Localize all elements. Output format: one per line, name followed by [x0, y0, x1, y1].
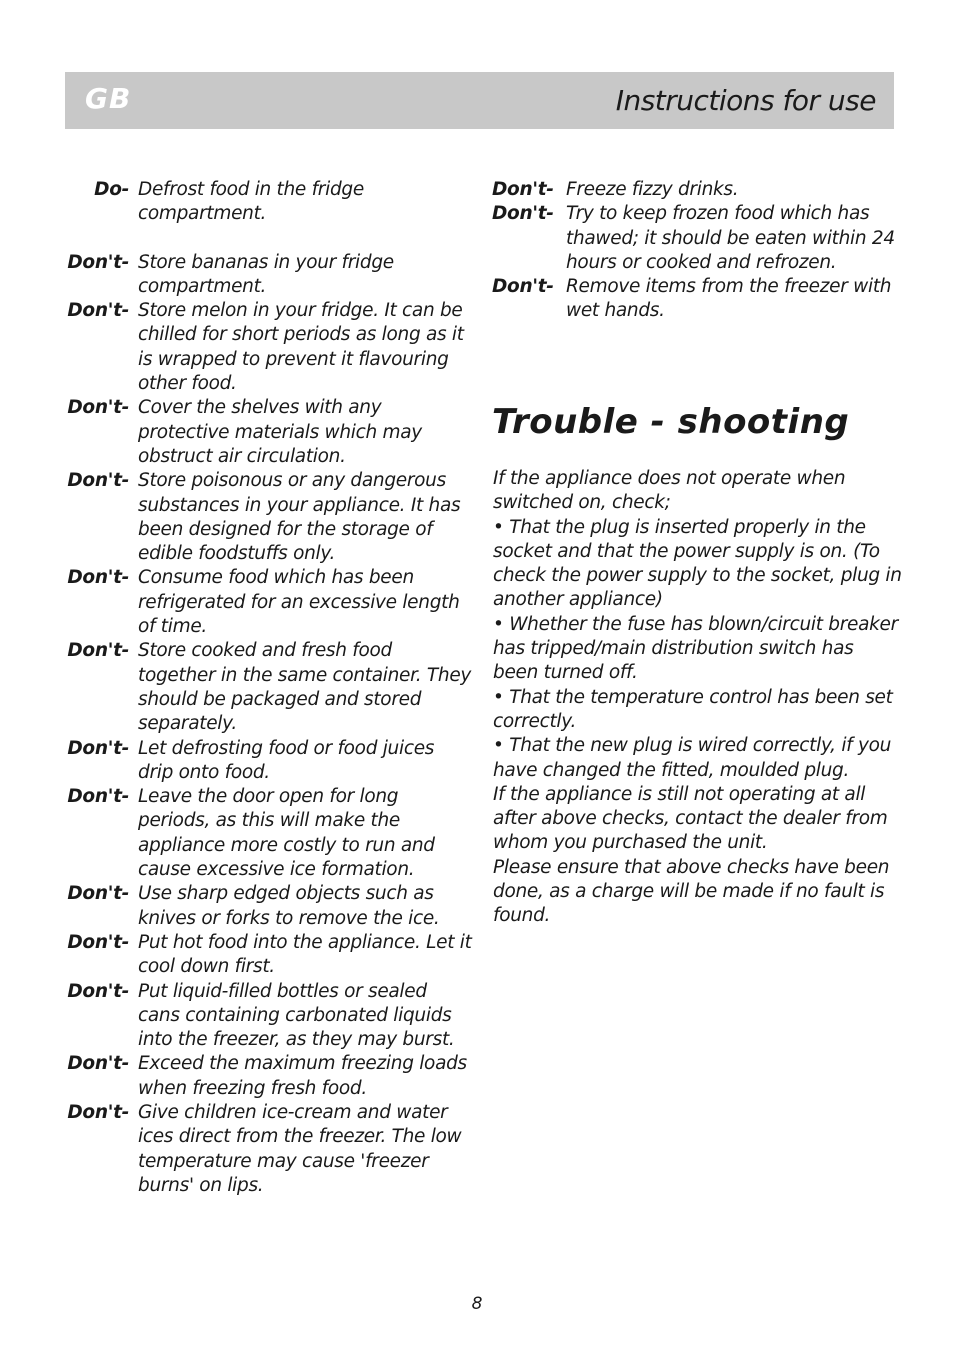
item-tag: Don't-	[67, 251, 129, 273]
item-tag: Don't-	[67, 980, 129, 1002]
item-tag: Do-	[94, 179, 129, 200]
item-text: Remove items from the freezer with wet hands.	[566, 276, 892, 322]
bullet-item: • That the temperature control has been set correctly.	[493, 686, 893, 732]
item-text: Freeze fizzy drinks.	[566, 179, 739, 200]
list-item	[62, 1052, 472, 1101]
intro-paragraph: If the appliance does not operate when switched on, check;	[493, 468, 846, 514]
item-text: Use sharp edged objects such as knives or forks to remove the ice.	[138, 883, 440, 929]
item-text: Store poisonous or any dangerous substances in your appliance. It has been designed for the storage of edible foodstuffs only.	[138, 470, 461, 565]
list-item	[62, 396, 472, 469]
item-text: Leave the door open for long periods, as this will make the appliance more costly to run and cause excessive ice formation.	[138, 786, 435, 881]
list-item	[492, 178, 902, 202]
troubleshooting-text	[493, 467, 903, 929]
list-item	[62, 469, 472, 566]
item-tag: Don't-	[67, 883, 129, 905]
list-item	[62, 882, 472, 931]
item-tag: Don't-	[67, 300, 129, 322]
item-tag: Don't-	[67, 397, 129, 419]
item-text: Store melon in your fridge. It can be chilled for short periods as long as it is wrapped to prevent it flavouring other food.	[138, 300, 464, 395]
bullet-item: • That the new plug is wired correctly, if you have changed the fitted, moulded plug.	[493, 735, 892, 781]
item-text: Defrost food in the fridge compartment.	[138, 179, 364, 225]
item-tag: Don't-	[492, 179, 554, 200]
item-text: Put liquid-filled bottles or sealed cans containing carbonated liquids into the freezer, as they may burst.	[138, 980, 455, 1051]
left-column	[62, 178, 472, 1198]
item-tag: Don't-	[67, 931, 129, 953]
item-text: Give children ice-cream and water ices direct from the freezer. The low temperature may cause 'freezer burns' on lips.	[138, 1101, 462, 1196]
item-tag: Don't-	[492, 203, 554, 225]
item-text: Try to keep frozen food which has thawed; it should be eaten within 24 hours or cooked and refrozen.	[566, 203, 895, 273]
item-tag: Don't-	[67, 737, 129, 759]
list-item	[62, 737, 472, 786]
list-item	[62, 785, 472, 882]
item-text: Store bananas in your fridge compartment.	[138, 251, 394, 297]
bullet-item: • That the plug is inserted properly in the socket and that the power supply is on. (To check the power supply to the socket, plug in another appliance)	[493, 516, 902, 611]
item-text: Let defrosting food or food juices drip onto food.	[138, 737, 435, 783]
item-text: Store cooked and fresh food together in the same container. They should be packaged and stored separately.	[138, 640, 472, 735]
list-item	[492, 275, 902, 324]
bullet-item: • Whether the fuse has blown/circuit breaker has tripped/main distribution switch has been turned off.	[493, 613, 898, 684]
list-item	[62, 980, 472, 1053]
list-item	[62, 931, 472, 980]
list-item	[62, 1101, 472, 1198]
list-item	[492, 202, 902, 275]
section-heading: Trouble - shooting	[492, 402, 850, 442]
item-tag: Don't-	[67, 786, 129, 808]
item-tag: Don't-	[67, 1053, 129, 1075]
page-number: 8	[471, 1294, 483, 1314]
item-tag: Don't-	[492, 276, 554, 298]
item-tag: Don't-	[67, 1101, 129, 1123]
after-paragraph: If the appliance is still not operating at all after above checks, contact the dealer from whom you purchased the unit.	[493, 783, 888, 854]
language-code: GB	[85, 82, 132, 115]
item-text: Put hot food into the appliance. Let it cool down first.	[138, 931, 472, 978]
item-text: Consume food which has been refrigerated for an excessive length of time.	[138, 567, 460, 638]
item-tag: Don't-	[67, 470, 129, 492]
list-item	[62, 566, 472, 639]
list-item	[62, 639, 472, 736]
item-text: Exceed the maximum freezing loads when freezing fresh food.	[138, 1053, 467, 1099]
item-tag: Don't-	[67, 567, 129, 589]
right-column	[492, 178, 902, 324]
list-item	[62, 251, 472, 300]
header-title: Instructions for use	[615, 84, 876, 117]
item-tag: Don't-	[67, 640, 129, 662]
item-text: Cover the shelves with any protective materials which may obstruct air circulation.	[138, 397, 422, 467]
note-paragraph: Please ensure that above checks have been done, as a charge will be made if no fault is found.	[493, 856, 890, 927]
list-item	[62, 178, 472, 227]
list-item	[62, 299, 472, 396]
page-header	[65, 72, 894, 129]
